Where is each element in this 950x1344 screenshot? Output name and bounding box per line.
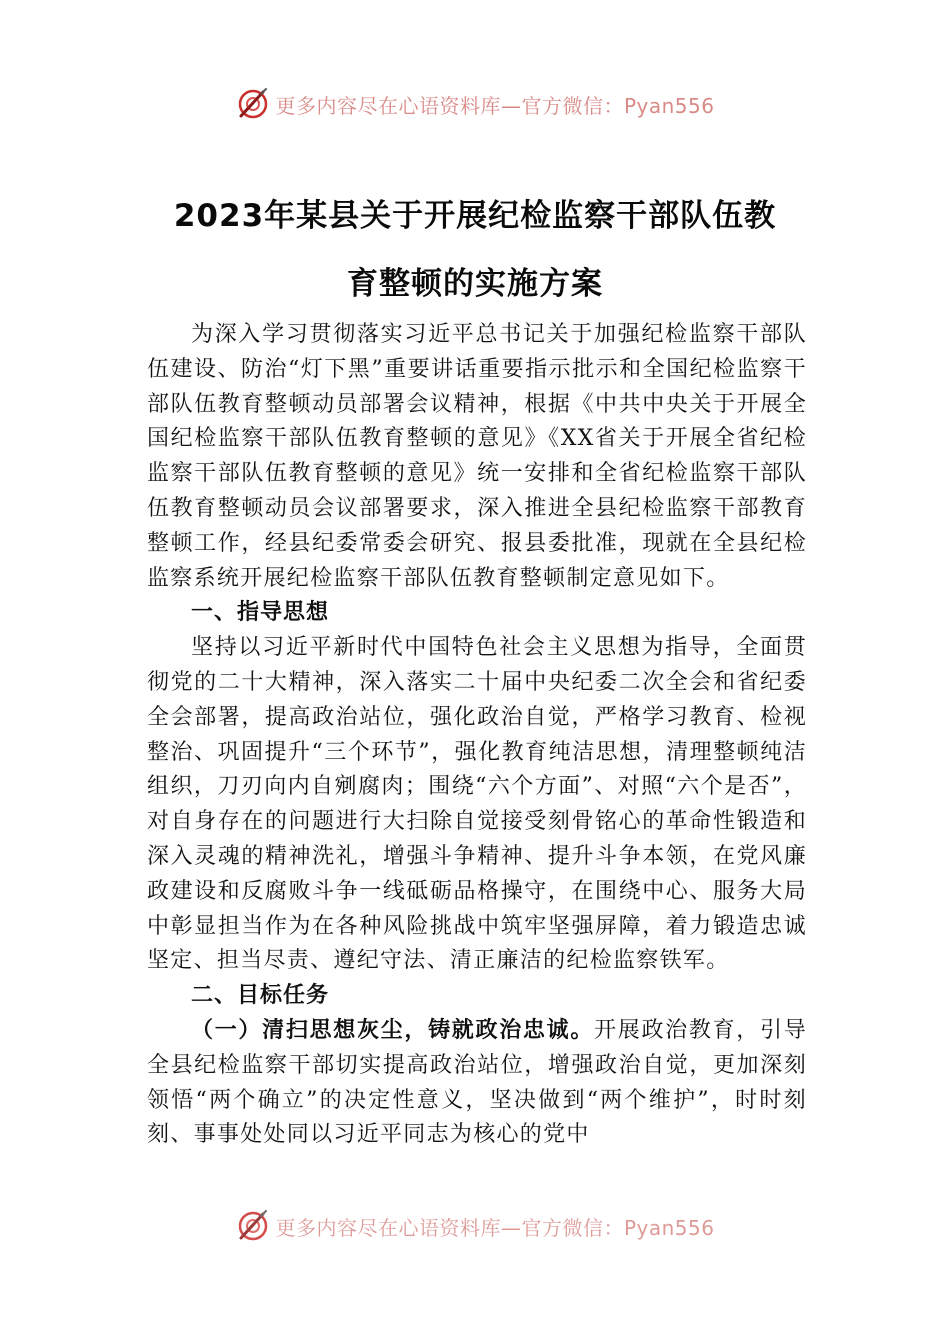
watermark-footer <box>0 1206 950 1246</box>
red-pen-seal-icon <box>235 1208 271 1244</box>
document-body <box>147 318 807 1153</box>
red-pen-seal-icon <box>235 86 271 122</box>
section2-heading: 二、目标任务 <box>191 983 330 1009</box>
document-title-line1: 2023年某县关于开展纪检监察干部队伍教 <box>173 198 777 234</box>
watermark-text: 更多内容尽在心语资料库—官方微信：Pyan556 <box>275 1215 715 1240</box>
watermark-text: 更多内容尽在心语资料库—官方微信：Pyan556 <box>275 93 715 118</box>
section2-sub1-heading: （一）清扫思想灰尘，铸就政治忠诚。 <box>191 1017 595 1043</box>
intro-paragraph: 为深入学习贯彻落实习近平总书记关于加强纪检监察干部队伍建设、防治“灯下黑”重要讲话重要指示批示和全国纪检监察干部队伍教育整顿动员部署会议精神，根据《中共中央关于开展全国纪检监察干部队伍教育整顿的意见》《XX省关于开展全省纪检监察干部队伍教育整顿的意见》统一安排和全省纪检监察干部队伍教育整顿动员会议部署要求，深入推进全县纪检监察干部教育整顿工作，经县纪委常委会研究、报县委批准，现就在全县纪检监察系统开展纪检监察干部队伍教育整顿制定意见如下。 <box>147 322 807 591</box>
watermark-header <box>0 84 950 124</box>
section1-heading: 一、指导思想 <box>191 600 330 626</box>
section2-sub1-body: 开展政治教育，引导全县纪检监察干部切实提高政治站位，增强政治自觉，更加深刻领悟“两个确立”的决定性意义，坚决做到“两个维护”，时时刻刻、事事处处同以习近平同志为核心的党中 <box>147 1017 807 1148</box>
document-title-line2: 育整顿的实施方案 <box>347 266 603 302</box>
section1-paragraph: 坚持以习近平新时代中国特色社会主义思想为指导，全面贯彻党的二十大精神，深入落实二十届中央纪委二次全会和省纪委全会部署，提高政治站位，强化政治自觉，严格学习教育、检视整治、巩固提升“三个环节”，强化教育纯洁思想，清理整顿纯洁组织，刀刃向内自剜腐肉；围绕“六个方面”、对照“六个是否”，对自身存在的问题进行大扫除自觉接受刻骨铭心的革命性锻造和深入灵魂的精神洗礼，增强斗争精神、提升斗争本领，在党风廉政建设和反腐败斗争一线砥砺品格操守，在围绕中心、服务大局中彰显担当作为在各种风险挑战中筑牢坚强屏障，着力锻造忠诚坚定、担当尽责、遵纪守法、清正廉洁的纪检监察铁军。 <box>147 635 807 974</box>
section2-sub1-paragraph <box>147 1014 807 1153</box>
